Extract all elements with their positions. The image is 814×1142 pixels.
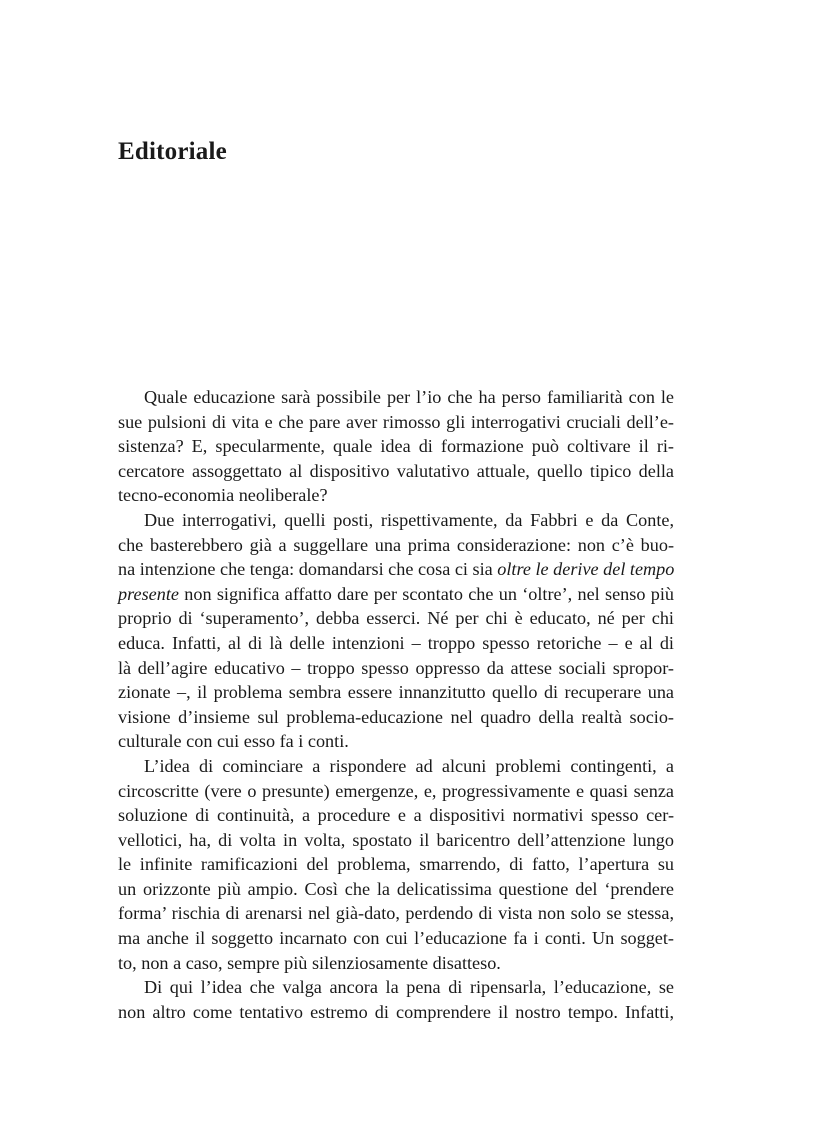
text-line: to, non a caso, sempre più silenziosamente disatteso. [118, 952, 501, 973]
text-line: non altro come tentativo estremo di comprendere il nostro tempo. Infatti, [118, 1001, 674, 1022]
page-title: Editoriale [118, 138, 227, 165]
text-line: L’idea di cominciare a rispondere ad alcuni problemi contingenti, a [144, 755, 674, 776]
text-line: circoscritte (vere o presunte) emergenze, e, progressivamente e quasi senza [118, 780, 674, 801]
text-line: là dell’agire educativo – troppo spesso oppresso da attese sociali spropor- [118, 657, 674, 678]
text-line: zionate –, il problema sembra essere innanzitutto quello di recuperare una [118, 682, 674, 703]
text-line: visione d’insieme sul problema-educazione nel quadro della realtà socio- [118, 706, 674, 727]
text-line: Due interrogativi, quelli posti, rispettivamente, da Fabbri e da Conte, [144, 509, 674, 530]
text-line: forma’ rischia di arenarsi nel già-dato, perdendo di vista non solo se stessa, [118, 903, 674, 924]
text-line: educa. Infatti, al di là delle intenzioni – troppo spesso retoriche – e al di [118, 632, 674, 653]
text-line: ma anche il soggetto incarnato con cui l’educazione fa i conti. Un sogget- [118, 928, 674, 949]
text-line: vellotici, ha, di volta in volta, spostato il baricentro dell’attenzione lungo [118, 829, 674, 850]
editorial-body [118, 385, 674, 1024]
text-line [118, 582, 674, 607]
italic-phrase: oltre le derive del tempo [497, 559, 675, 580]
text-line: culturale con cui esso fa i conti. [118, 731, 349, 752]
italic-phrase: presente [118, 583, 179, 604]
paragraph-1 [118, 385, 674, 508]
text-line: Quale educazione sarà possibile per l’io che ha perso familiarità con le [144, 387, 674, 407]
text-run: non significa affatto dare per scontato che un ‘oltre’, nel senso più [178, 583, 674, 604]
text-line: sistenza? E, specularmente, quale idea di formazione può coltivare il ri- [118, 436, 674, 457]
text-run: na intenzione che tenga: domandarsi che cosa ci sia [118, 559, 498, 580]
text-line: Di qui l’idea che valga ancora la pena di ripensarla, l’educazione, se [144, 977, 674, 998]
paragraph-4 [118, 975, 674, 1024]
text-line: soluzione di continuità, a procedure e a dispositivi normativi spesso cer- [118, 805, 674, 826]
text-line: sue pulsioni di vita e che pare aver rimosso gli interrogativi cruciali dell’e- [118, 411, 674, 432]
text-line: un orizzonte più ampio. Così che la delicatissima questione del ‘prendere [118, 878, 674, 899]
text-line: che basterebbero già a suggellare una prima considerazione: non c’è buo- [118, 534, 674, 555]
text-line: proprio di ‘superamento’, debba esserci. Né per chi è educato, né per chi [118, 608, 674, 629]
text-line [118, 557, 674, 582]
text-line: cercatore assoggettato al dispositivo valutativo attuale, quello tipico della [118, 460, 674, 481]
text-line: tecno-economia neoliberale? [118, 485, 328, 506]
text-line: le infinite ramificazioni del problema, smarrendo, di fatto, l’apertura su [118, 854, 674, 875]
paragraph-2 [118, 508, 674, 754]
paragraph-3 [118, 754, 674, 975]
